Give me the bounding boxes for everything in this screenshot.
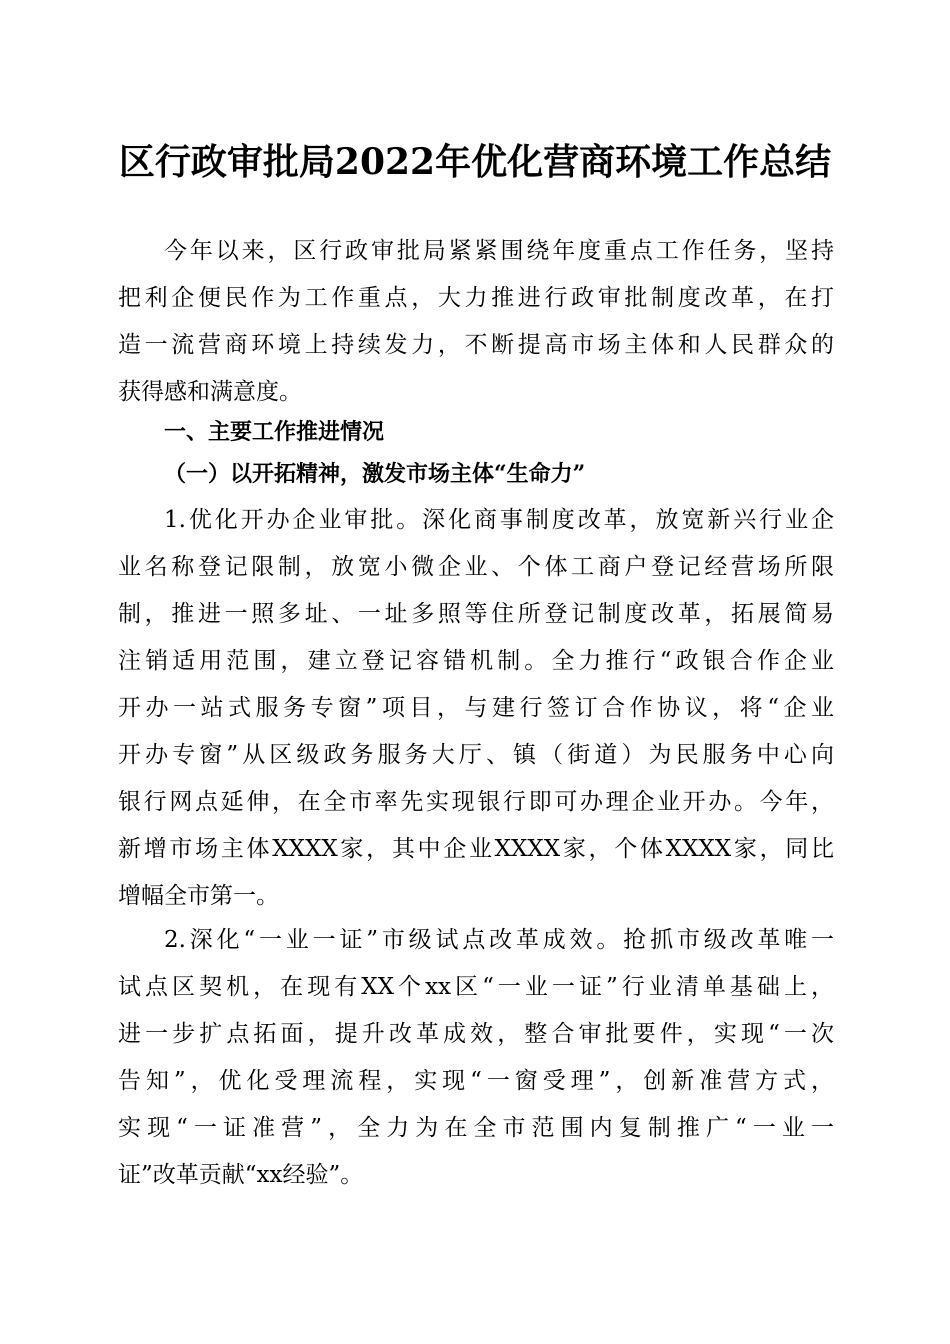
- text-line: 把利企便民作为工作重点，大力推进行政审批制度改革，在打: [118, 285, 834, 311]
- text-line: 银行网点延伸，在全市率先实现银行即可办理企业开办。今年，: [118, 789, 834, 815]
- text-line: 证”改革贡献“xx经验”。: [118, 1162, 364, 1188]
- text-line: 制，推进一照多址、一址多照等住所登记制度改革，拓展简易: [118, 601, 834, 627]
- text-line: 今年以来，区行政审批局紧紧围绕年度重点工作任务，坚持: [164, 238, 834, 264]
- subsection-1-heading: （一）以开拓精神，激发市场主体“生命力”: [164, 461, 586, 487]
- text-line: 1.优化开办企业审批。深化商事制度改革，放宽新兴行业企: [164, 507, 834, 533]
- text-line: 开办专窗”从区级政务服务大厅、镇（街道）为民服务中心向: [118, 742, 834, 768]
- intro-paragraph: [118, 228, 834, 416]
- text-line: 增幅全市第一。: [118, 883, 279, 909]
- item-1-paragraph: [118, 497, 834, 920]
- text-line: 造一流营商环境上持续发力，不断提高市场主体和人民群众的: [118, 332, 834, 358]
- section-heading: [118, 409, 834, 456]
- text-line: 业名称登记限制，放宽小微企业、个体工商户登记经营场所限: [118, 554, 834, 580]
- text-line: 进一步扩点拓面，提升改革成效，整合审批要件，实现“一次: [118, 1021, 834, 1047]
- text-line: 试点区契机，在现有XX个xx区“一业一证”行业清单基础上，: [118, 974, 834, 1000]
- section-1-heading: 一、主要工作推进情况: [164, 420, 385, 445]
- text-line: 获得感和满意度。: [118, 379, 302, 405]
- document-title: 区行政审批局2022年优化营商环境工作总结: [118, 141, 832, 183]
- text-line: 新增市场主体XXXX家，其中企业XXXX家，个体XXXX家，同比: [118, 836, 834, 862]
- text-line: 实现“一证准营”，全力为在全市范围内复制推广“一业一: [118, 1115, 834, 1141]
- item-2-paragraph: [118, 917, 834, 1199]
- text-line: 开办一站式服务专窗”项目，与建行签订合作协议，将“企业: [118, 695, 834, 721]
- text-line: 注销适用范围，建立登记容错机制。全力推行“政银合作企业: [118, 648, 834, 674]
- text-line: 告知”，优化受理流程，实现“一窗受理”，创新准营方式，: [118, 1068, 834, 1094]
- subsection-heading: [118, 451, 834, 498]
- text-line: 2.深化“一业一证”市级试点改革成效。抢抓市级改革唯一: [164, 927, 834, 953]
